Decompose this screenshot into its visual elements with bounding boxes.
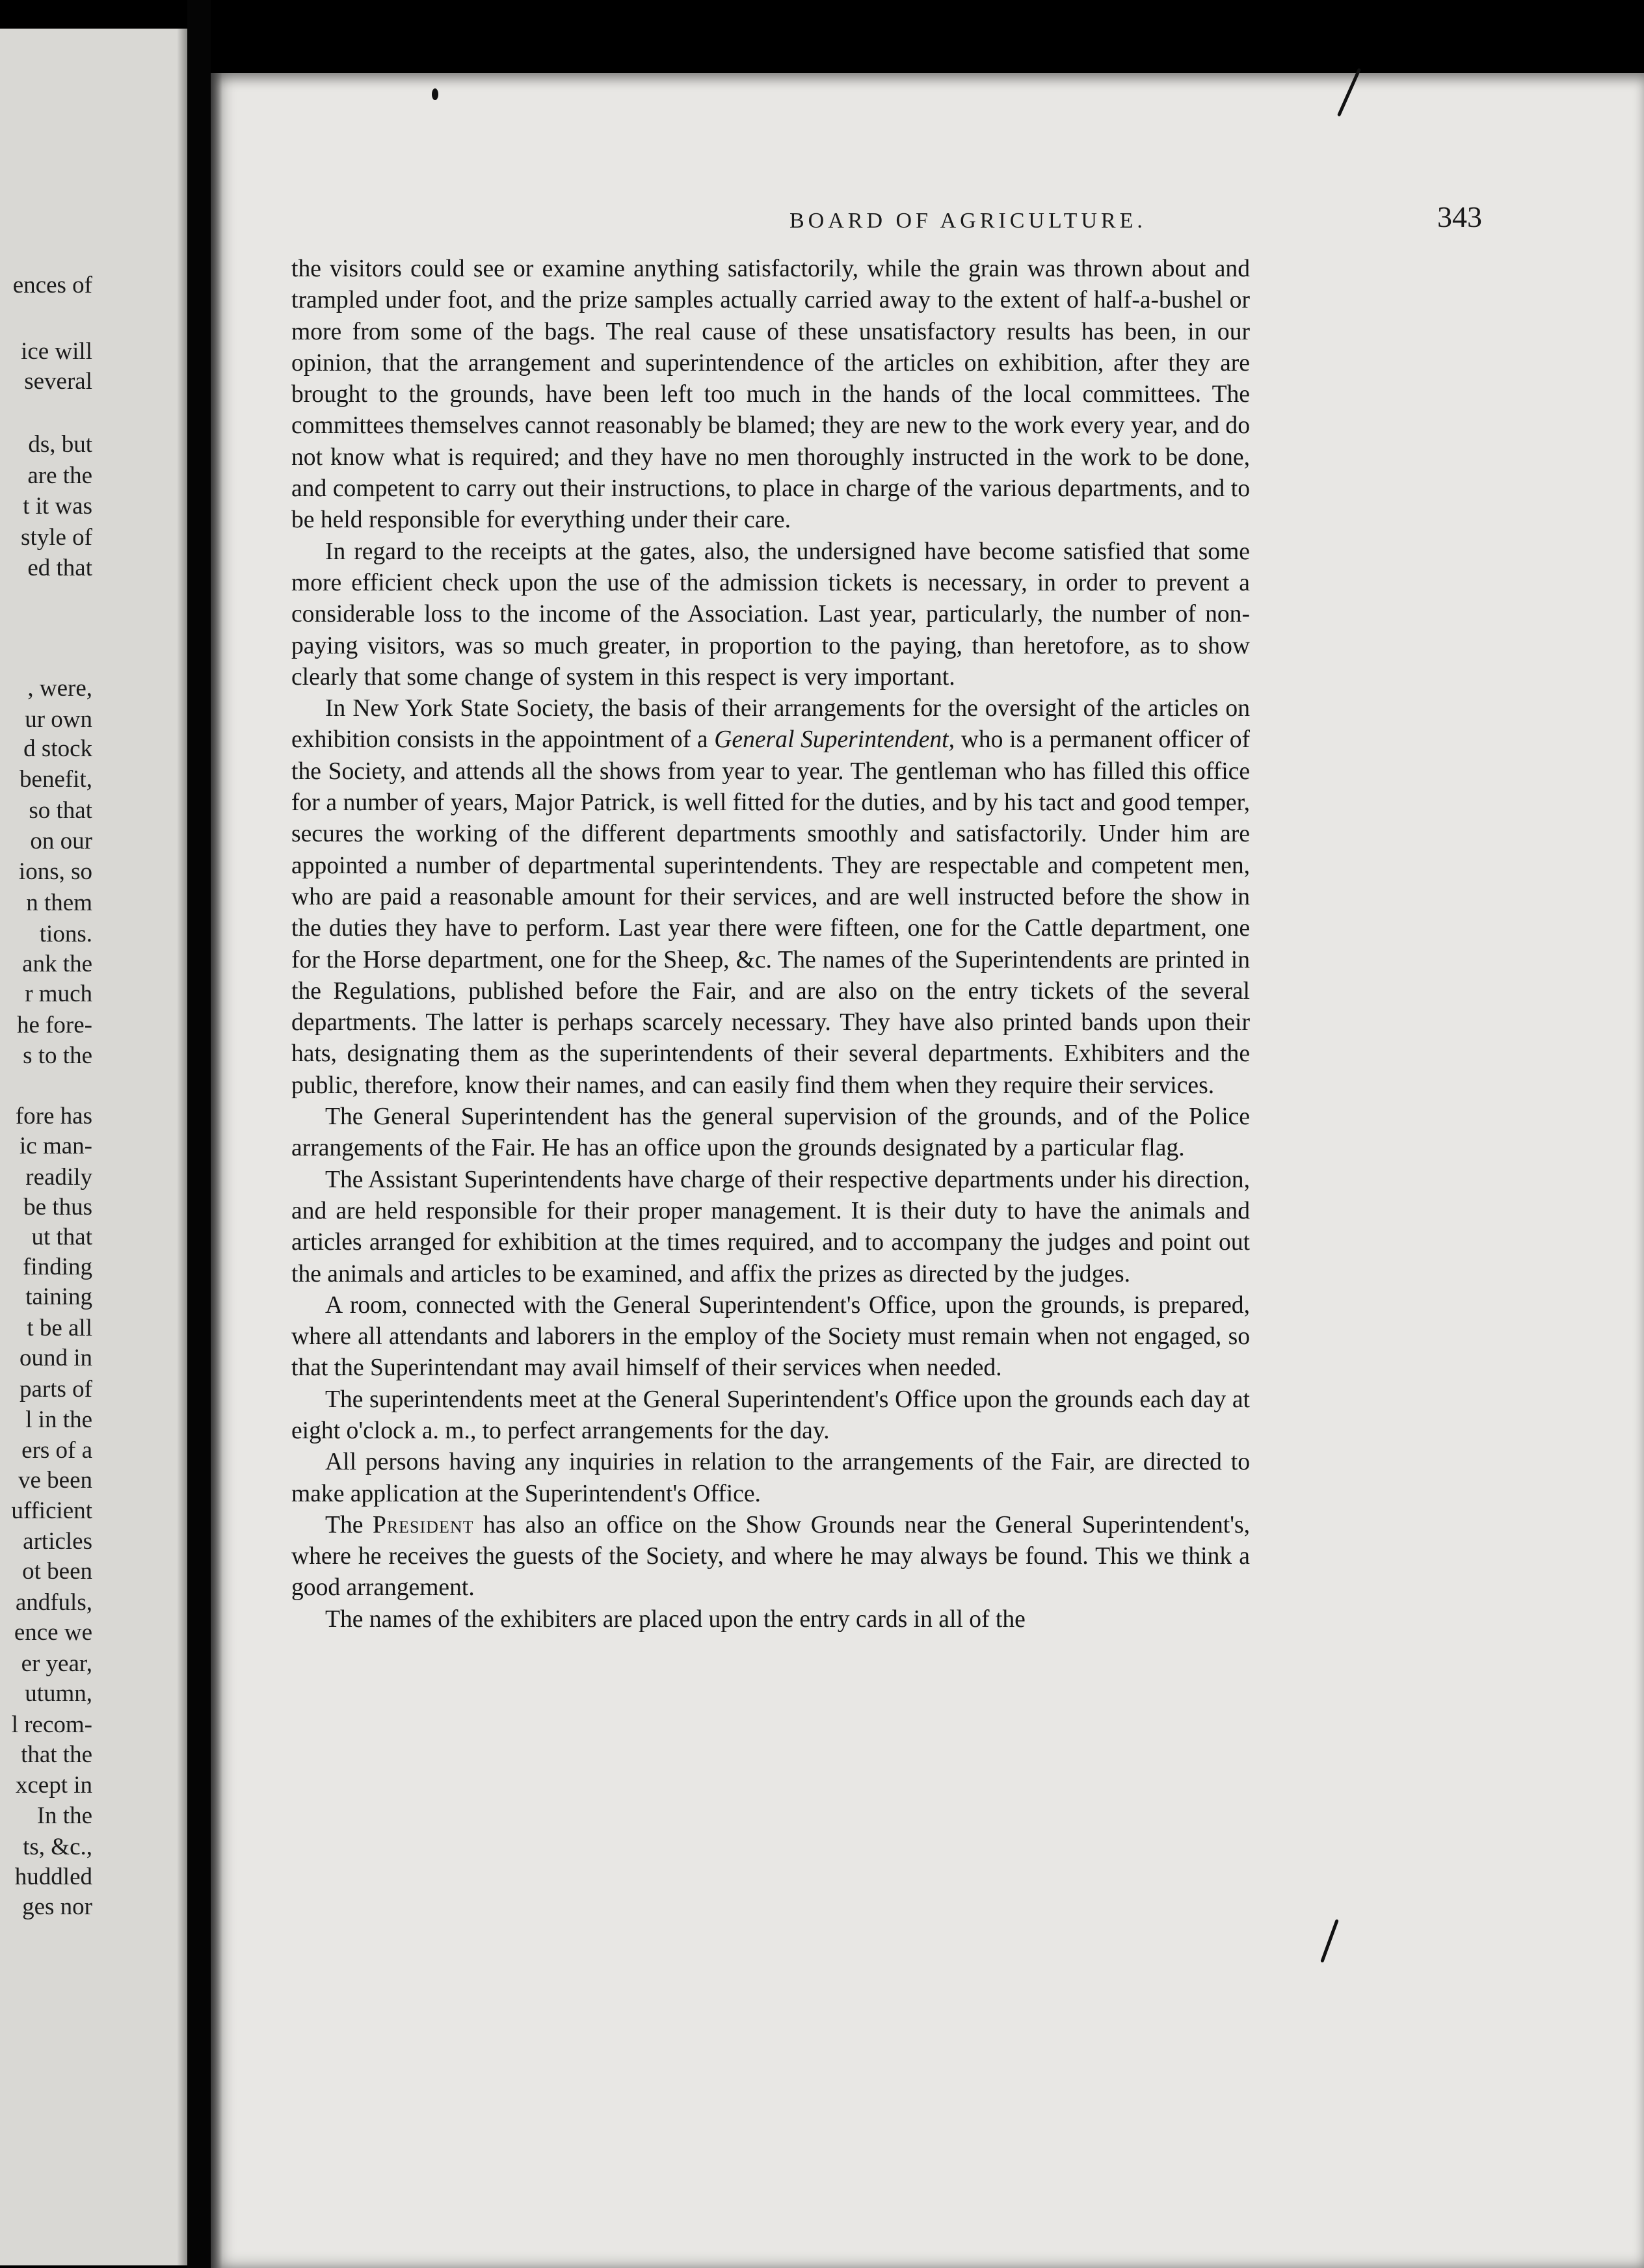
running-title: BOARD OF AGRICULTURE. <box>789 209 1147 233</box>
left-page-line: t it was <box>23 493 92 520</box>
body-text <box>291 254 1250 1635</box>
left-page-line: articles <box>23 1528 92 1555</box>
left-page-line: style of <box>21 524 92 551</box>
left-page-line: ences of <box>12 272 92 298</box>
left-page-line: ut that <box>31 1224 92 1250</box>
left-page-line: ges nor <box>22 1893 92 1920</box>
left-page-line: huddled <box>14 1864 92 1890</box>
left-page-line: d stock <box>23 735 92 762</box>
paragraph-text: has also an office on the Show Grounds near the General Superintendent's, where he receives the guests of the Society, and where he may always be found. This we think a good arrangement. <box>291 1511 1250 1602</box>
left-page-line: utumn, <box>25 1680 92 1707</box>
paragraph-text: The <box>325 1511 373 1538</box>
left-page-line: ice will <box>21 338 92 365</box>
left-page-line: fore has <box>15 1103 92 1129</box>
left-page-line: are the <box>27 462 92 489</box>
left-page-line: ds, but <box>28 431 92 458</box>
left-page-line: xcept in <box>15 1772 92 1799</box>
left-page-line: taining <box>25 1284 92 1310</box>
left-page-line: ts, &c., <box>23 1834 92 1860</box>
left-page-line: l in the <box>25 1406 92 1433</box>
left-page-line: ers of a <box>21 1437 92 1464</box>
left-page-line: ufficient <box>11 1497 92 1524</box>
left-page-line: he fore- <box>16 1012 92 1038</box>
left-page-line: ions, so <box>18 858 92 885</box>
paragraph: The Assistant Superintendents have charge of their respective departments under his direction, and are held responsible for their proper management. It is their duty to have the animals and articles arranged for exhibition at the times required, and to accompany the judges and point out the animals and articles to be examined, and affix the prizes as directed by the judges. <box>291 1166 1250 1287</box>
main-page <box>211 73 1644 2268</box>
paragraph: In regard to the receipts at the gates, also, the undersigned have become satisfied that some more efficient check upon the use of the admission tickets is necessary, in order to prevent a considerable loss to the income of the Association. Last year, particularly, the number of non-paying visitors, was so much greater, in proportion to the paying, than heretofore, as to show clearly that some change of system in this respect is very important. <box>291 538 1250 691</box>
small-caps-term: President <box>372 1511 474 1538</box>
left-page-line: that the <box>21 1741 92 1768</box>
left-page-line: ed that <box>27 555 92 581</box>
left-page-shadow <box>177 29 187 2265</box>
left-page-line: ank the <box>22 951 92 977</box>
left-page-line: ur own <box>25 706 92 733</box>
paragraph-text: who is a permanent officer of the Society, and attends all the shows from year to year. The gentleman who has filled this office for a number of years, Major Patrick, is well fitted for the duties, and by his tact and good temper, secures the working of the different departments smoothly and satisfactorily. Under him are appointed a number of departmental superintendents. They are respectable and competent men, who are paid a reasonable amount for their services, and are well instructed before the show in the duties they have to perform. Last year there were fifteen, one for the Cattle department, one for the Horse department, one for the Sheep, &c. The names of the Superintendents are printed in the Regulations, published before the Fair, and are also on the entry tickets of the several departments. The latter is perhaps scarcely necessary. They have also printed bands upon their hats, designating them as the superintendents of their several departments. Exhibiters and the public, therefore, know their names, and can easily find them when they require their services. <box>291 726 1251 1099</box>
paragraph: The superintendents meet at the General Superintendent's Office upon the grounds each day at eight o'clock a. m., to perfect arrangements for the day. <box>291 1386 1250 1444</box>
pen-stroke-top <box>1337 68 1361 116</box>
left-page-line: ic man- <box>20 1133 92 1159</box>
page-edge-shadow <box>211 73 222 2268</box>
left-page-line: t be all <box>27 1315 92 1341</box>
paragraph: The General Superintendent has the general supervision of the grounds, and of the Police arrangements of the Fair. He has an office upon the grounds designated by a particular flag. <box>291 1103 1250 1162</box>
left-page-line: ot been <box>22 1558 92 1585</box>
left-page-line: er year, <box>21 1650 92 1677</box>
running-head <box>614 200 1482 239</box>
left-page-line: several <box>24 368 92 395</box>
left-page-line: s to the <box>23 1042 92 1069</box>
left-facing-page <box>0 29 187 2265</box>
italic-term: General Superintendent, <box>714 726 955 754</box>
left-page-line: parts of <box>20 1376 92 1403</box>
paragraph <box>291 1510 1250 1604</box>
paragraph: A room, connected with the General Superintendent's Office, upon the grounds, is prepared, where all attendants and laborers in the employ of the Society must remain when not engaged, so that the Superintendant may avail himself of their services when needed. <box>291 1291 1250 1382</box>
left-page-line: readily <box>25 1164 92 1191</box>
ink-dot <box>432 88 438 100</box>
left-page-line: ve been <box>18 1467 92 1494</box>
left-page-line: andfuls, <box>15 1589 92 1616</box>
left-page-line: benefit, <box>20 766 92 793</box>
paragraph: The names of the exhibiters are placed upon the entry cards in all of the <box>325 1605 1026 1633</box>
left-page-line: n them <box>26 890 92 916</box>
left-page-line: tions. <box>39 921 92 947</box>
paragraph <box>291 693 1250 1101</box>
left-page-line: l recom- <box>11 1711 92 1738</box>
left-page-line: on our <box>30 828 92 854</box>
left-page-line: , were, <box>27 675 92 702</box>
left-page-line: ound in <box>19 1345 92 1371</box>
left-page-line: finding <box>23 1254 92 1280</box>
left-page-line: be thus <box>23 1194 92 1220</box>
book-gutter <box>187 0 211 2268</box>
left-page-line: so that <box>29 797 92 824</box>
page-number: 343 <box>1437 200 1482 233</box>
paragraph: the visitors could see or examine anything satisfactorily, while the grain was thrown about and trampled under foot, and the prize samples actually carried away to the extent of half-a-bushel or more from some of the bags. The real cause of these unsatisfactory results has been, in our opinion, that the arrangement and superintendence of the articles on exhibition, after they are brought to the grounds, have been left too much in the hands of the local committees. The committees themselves cannot reasonably be blamed; they are new to the work every year, and do not know what is required; and they have no men thoroughly instructed in the work to be done, and competent to carry out their instructions, to place in charge of the various departments, and to be held responsible for everything under their care. <box>291 256 1250 534</box>
left-page-line: r much <box>25 981 92 1007</box>
left-page-line: ence we <box>14 1619 92 1646</box>
left-page-line: In the <box>36 1802 92 1829</box>
paragraph-text: In New York State Society, the basis of their arrangements for the oversight of the articles on exhibition consists in the appointment of a <box>291 695 1250 754</box>
pen-stroke-bottom <box>1320 1919 1339 1962</box>
paragraph: All persons having any inquiries in relation to the arrangements of the Fair, are directed to make application at the Superintendent's Office. <box>291 1449 1250 1507</box>
